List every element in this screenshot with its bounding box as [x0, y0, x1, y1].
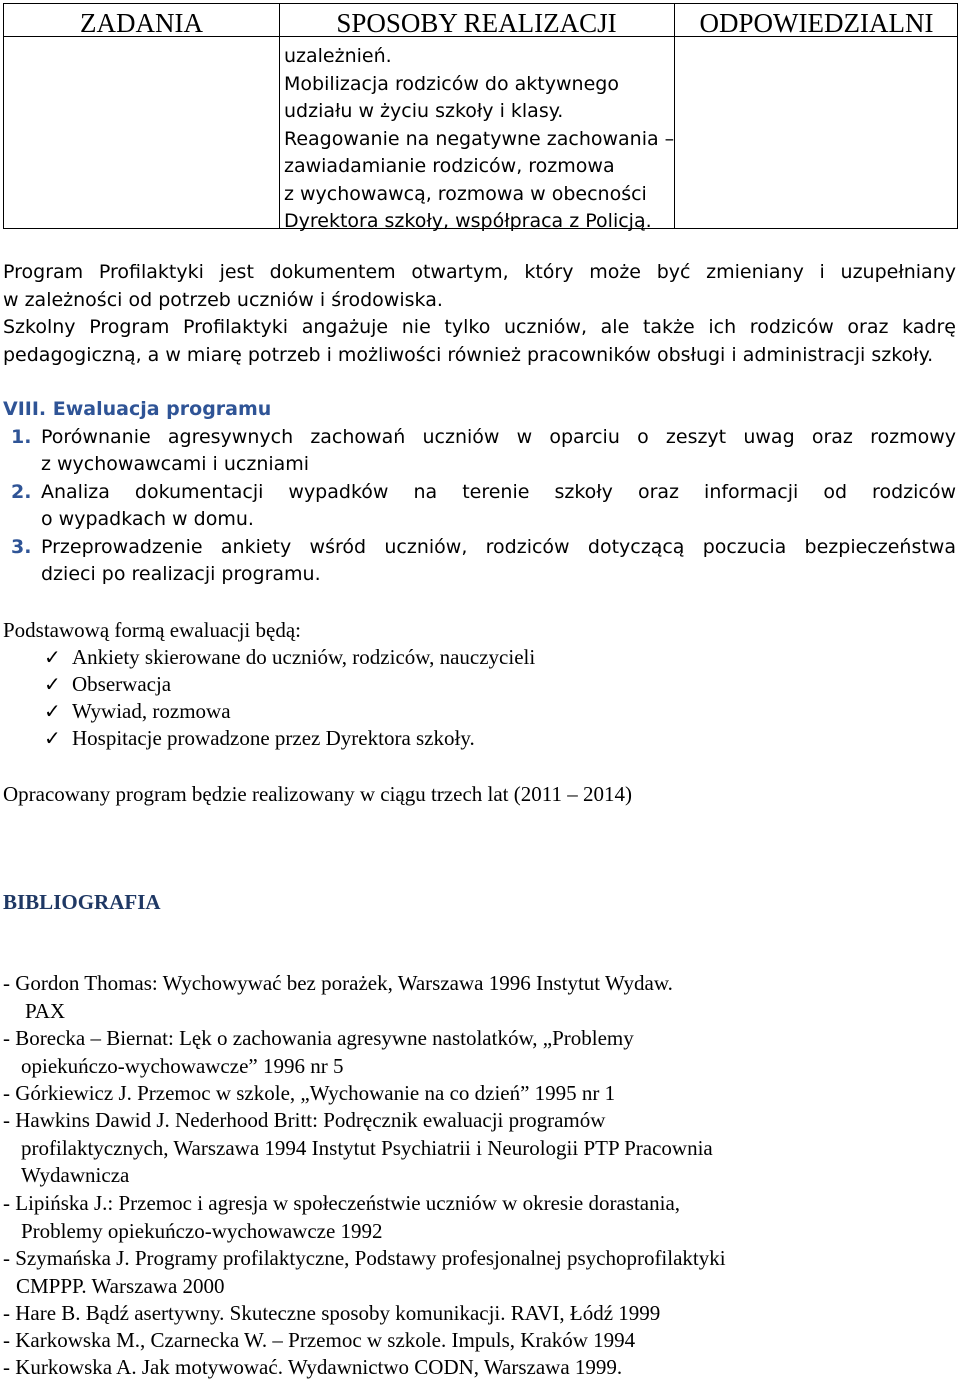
checkmark-icon: ✓ [44, 726, 61, 750]
bibliography-entry [3, 1107, 713, 1190]
entry-line: - Hawkins Dawid J. Nederhood Britt: Podręcznik ewaluacji programów [3, 1108, 606, 1132]
entry-line: - Borecka – Biernat: Lęk o zachowania agresywne nastolatków, „Problemy [3, 1026, 634, 1050]
entry-line: - Lipińska J.: Przemoc i agresja w społeczeństwie uczniów w okresie dorastania, [3, 1191, 681, 1215]
item-line: Analiza dokumentacji wypadków na terenie szkoły oraz informacji od rodziców [41, 481, 956, 503]
program-duration: Opracowany program będzie realizowany w ciągu trzech lat (2011 – 2014) [3, 782, 632, 806]
paragraph-line: pedagogiczną, a w miarę potrzeb i możliwości również pracowników obsługi i administracji szkoły. [3, 343, 934, 366]
bibliography-entry [3, 1190, 680, 1245]
table-cell-methods [284, 43, 674, 236]
bibliography-heading: BIBLIOGRAFIA [3, 890, 161, 914]
entry-line: profilaktycznych, Warszawa 1994 Instytut Psychiatrii i Neurologii PTP Pracownia [21, 1135, 713, 1160]
evaluation-forms-label: Podstawową formą ewaluacji będą: [3, 618, 301, 642]
checkmark-icon: ✓ [44, 699, 61, 723]
tasks-table [3, 3, 958, 232]
table-header-methods: SPOSOBY REALIZACJI [336, 8, 617, 38]
entry-line: PAX [25, 998, 66, 1023]
checklist-item: Hospitacje prowadzone przez Dyrektora szkoły. [72, 726, 475, 750]
bibliography-entry [3, 1354, 622, 1382]
checklist-item: Obserwacja [72, 672, 172, 696]
table-cell-line: Mobilizacja rodziców do aktywnego [284, 72, 619, 95]
bibliography-entry [3, 1080, 615, 1108]
item-line: dzieci po realizacji programu. [41, 563, 321, 585]
checklist-item: Ankiety skierowane do uczniów, rodziców, nauczycieli [72, 645, 536, 669]
bibliography-entry [3, 1025, 634, 1080]
bibliography-entry [3, 1327, 635, 1355]
bibliography-entry [3, 1245, 726, 1300]
paragraph-line: w zależności od potrzeb uczniów i środowiska. [3, 288, 443, 311]
item-number: 3. [11, 536, 32, 558]
checklist-item: Wywiad, rozmowa [72, 699, 231, 723]
entry-line: - Gordon Thomas: Wychowywać bez porażek, Warszawa 1996 Instytut Wydaw. [3, 971, 673, 995]
item-line: Przeprowadzenie ankiety wśród uczniów, rodziców dotyczącą poczucia bezpieczeństwa [41, 536, 956, 558]
table-cell-line: Dyrektora szkoły, współpraca z Policją. [284, 210, 652, 232]
evaluation-item [11, 534, 956, 588]
entry-line: - Hare B. Bądź asertywny. Skuteczne sposoby komunikacji. RAVI, Łódź 1999 [3, 1301, 661, 1325]
table-cell-line: z wychowawcą, rozmowa w obecności [284, 182, 647, 205]
entry-line: - Karkowska M., Czarnecka W. – Przemoc w szkole. Impuls, Kraków 1994 [3, 1328, 636, 1352]
entry-line: - Kurkowska A. Jak motywować. Wydawnictwo CODN, Warszawa 1999. [3, 1355, 623, 1379]
entry-line: CMPPP. Warszawa 2000 [16, 1273, 225, 1298]
evaluation-item [11, 424, 956, 478]
bibliography-entry [3, 970, 673, 1025]
item-line: o wypadkach w domu. [41, 508, 254, 530]
item-number: 1. [11, 426, 32, 448]
entry-line: - Górkiewicz J. Przemoc w szkole, „Wychowanie na co dzień” 1995 nr 1 [3, 1081, 616, 1105]
entry-line: - Szymańska J. Programy profilaktyczne, Podstawy profesjonalnej psychoprofilaktyki [3, 1246, 726, 1270]
bibliography-entry [3, 1300, 660, 1328]
checkmark-icon: ✓ [44, 645, 61, 669]
table-cell-line: udziału w życiu szkoły i klasy. [284, 100, 564, 122]
checkmark-icon: ✓ [44, 672, 61, 696]
intro-paragraph-1 [3, 259, 956, 314]
entry-line: Problemy opiekuńczo-wychowawcze 1992 [21, 1218, 383, 1243]
table-header-responsible: ODPOWIEDZIALNI [699, 8, 934, 38]
entry-line: opiekuńczo-wychowawcze” 1996 nr 5 [21, 1053, 344, 1078]
intro-paragraph-2 [3, 314, 956, 369]
item-line: Porównanie agresywnych zachowań uczniów w oparciu o zeszyt uwag oraz rozmowy [41, 426, 956, 448]
evaluation-item [11, 479, 956, 533]
item-line: z wychowawcami i uczniami [41, 453, 310, 475]
entry-line: Wydawnicza [21, 1163, 130, 1187]
table-cell-line: uzależnień. [284, 45, 392, 67]
item-number: 2. [11, 481, 32, 503]
table-header-tasks: ZADANIA [80, 8, 203, 38]
paragraph-line: Szkolny Program Profilaktyki angażuje nie tylko uczniów, ale także ich rodziców oraz kadrę [3, 316, 956, 338]
table-cell-line: Reagowanie na negatywne zachowania – [284, 127, 675, 150]
section-heading-evaluation: VIII. Ewaluacja programu [3, 398, 272, 420]
paragraph-line: Program Profilaktyki jest dokumentem otwartym, który może być zmieniany i uzupełniany [3, 261, 956, 283]
table-cell-line: zawiadamianie rodziców, rozmowa [284, 155, 615, 177]
